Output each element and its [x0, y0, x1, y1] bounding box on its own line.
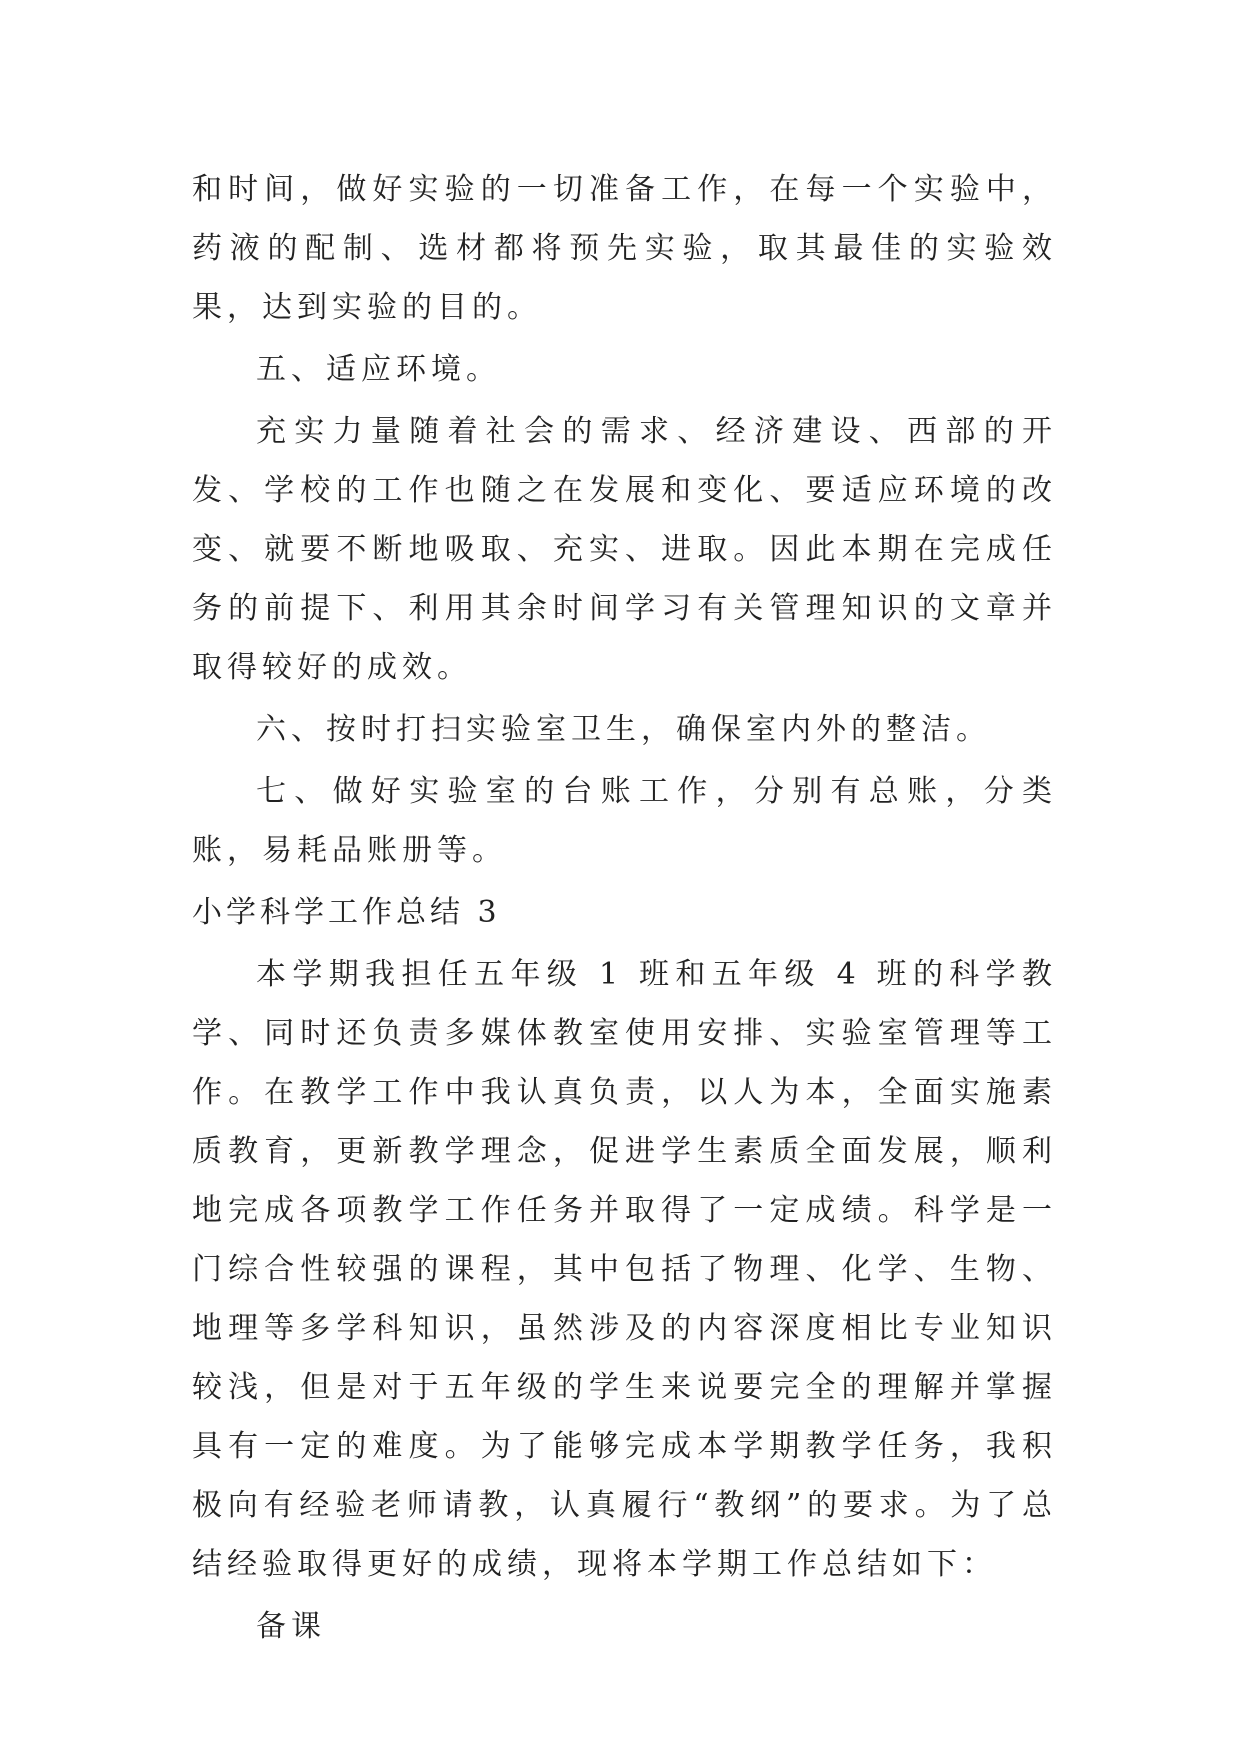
paragraph-text: 充实力量随着社会的需求、经济建设、西部的开发、学校的工作也随之在发展和变化、要适应环境的改变、就要不断地吸取、充实、进取。因此本期在完成任务的前提下、利用其余时间学习有关管理知识的文章并取得较好的成效。: [192, 414, 1057, 685]
list-item-heading: 七、做好实验室的台账工作，分别有总账，分类账，易耗品账册等。: [192, 774, 1057, 868]
document-body: [192, 160, 1057, 1659]
list-item-heading: 五、适应环境。: [256, 352, 501, 387]
section-title: 小学科学工作总结 3: [192, 895, 501, 930]
list-item-heading: 六、按时打扫实验室卫生，确保室内外的整洁。: [256, 712, 991, 747]
paragraph-text: 本学期我担任五年级 1 班和五年级 4 班的科学教学、同时还负责多媒体教室使用安排、实验室管理等工作。在教学工作中我认真负责，以人为本，全面实施素质教育，更新教学理念，促进学生素质全面发展，顺利地完成各项教学工作任务并取得了一定成绩。科学是一门综合性较强的课程，其中包括了物理、化学、生物、地理等多学科知识，虽然涉及的内容深度相比专业知识较浅，但是对于五年级的学生来说要完全的理解并掌握具有一定的难度。为了能够完成本学期教学任务，我积极向有经验老师请教，认真履行“教纲”的要求。为了总结经验取得更好的成绩，现将本学期工作总结如下：: [192, 957, 1057, 1582]
subheading: 备课: [256, 1609, 326, 1644]
paragraph-text: 和时间，做好实验的一切准备工作，在每一个实验中，药液的配制、选材都将预先实验，取其最佳的实验效果，达到实验的目的。: [192, 172, 1057, 325]
